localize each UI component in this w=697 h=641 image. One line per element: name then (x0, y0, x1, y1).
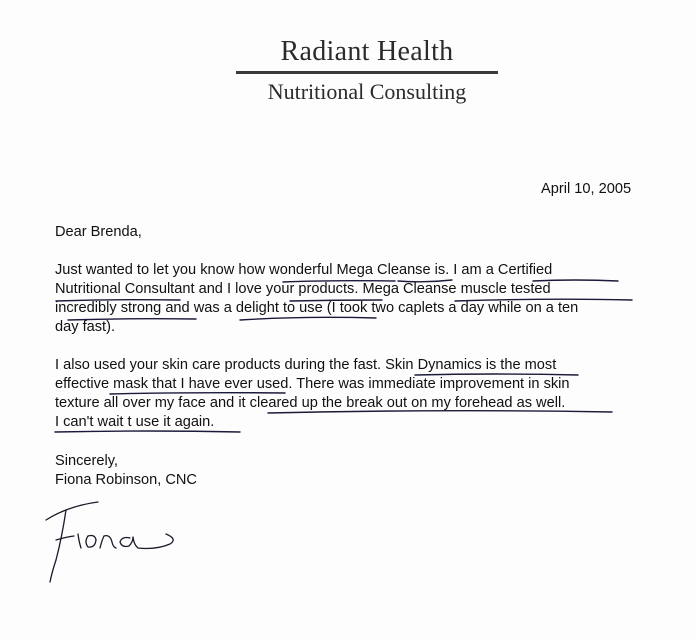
paragraph-1-line: day fast). (55, 319, 116, 335)
closing: Sincerely, (55, 453, 118, 469)
letter-date: April 10, 2005 (541, 181, 632, 197)
company-tagline: Nutritional Consulting (267, 79, 467, 104)
paragraph-2-line: texture all over my face and it cleared up the break out on my forehead as well. (55, 395, 566, 411)
handwritten-signature (38, 492, 188, 588)
company-name: Radiant Health (280, 36, 454, 67)
letterhead-rule (236, 71, 498, 74)
signer-name: Fiona Robinson, CNC (55, 472, 197, 488)
paragraph-1-line: Just wanted to let you know how wonderful Mega Cleanse is. I am a Certified (55, 262, 553, 278)
paragraph-1-line: Nutritional Consultant and I love your products. Mega Cleanse muscle tested (55, 281, 551, 297)
paragraph-2-line: I also used your skin care products during the fast. Skin Dynamics is the most (55, 357, 557, 373)
paragraph-1 (55, 261, 655, 337)
salutation: Dear Brenda, (55, 224, 142, 240)
paragraph-1-line: incredibly strong and was a delight to use (I took two caplets a day while on a ten (55, 300, 579, 316)
paragraph-2-line: I can't wait t use it again. (55, 414, 215, 430)
paragraph-2 (55, 356, 655, 432)
letterhead (236, 36, 498, 105)
paragraph-2-line: effective mask that I have ever used. There was immediate improvement in skin (55, 376, 570, 392)
